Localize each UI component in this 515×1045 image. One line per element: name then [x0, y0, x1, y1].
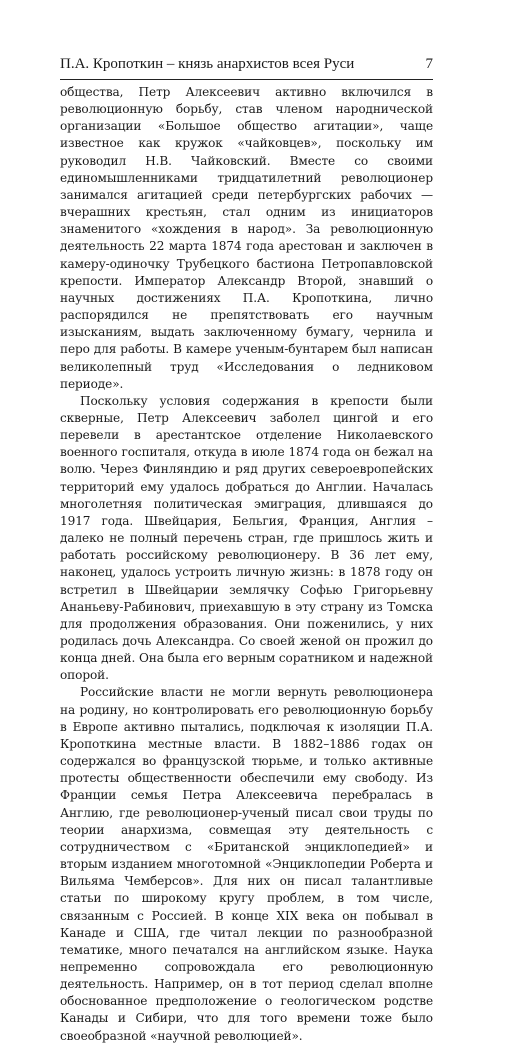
- page-body: [60, 84, 433, 1045]
- running-header: [60, 56, 433, 73]
- page-number: 7: [425, 56, 433, 72]
- paragraph-2: Поскольку условия содержания в крепости были скверные, Петр Алексеевич заболел цингой и его перевели в арестантское отделение Николаевского военного госпиталя, откуда в июле 1874 года он бежал на волю. Через Финляндию и ряд других североевропейских территорий ему удалось добраться до Англии. Началась многолетняя политическая эмиграция, длившаяся до 1917 года. Швейцария, Бельгия, Франция, Англия – далеко не полный перечень стран, где пришлось жить и работать российскому революционеру. В 36 лет ему, наконец, удалось устроить личную жизнь: в 1878 году он встретил в Швейцарии землячку Софью Григорьевну Ананьеву-Рабинович, приехавшую в эту страну из Томска для продолжения образования. Они поженились, у них родилась дочь Александра. Со своей женой он прожил до конца дней. Она была его верным соратником и надежной опорой.: [60, 393, 433, 683]
- paragraph-1: общества, Петр Алексеевич активно включился в революционную борьбу, став членом народнической организации «Большое общество агитации», чаще известное как кружок «чайковцев», поскольку им руководил Н.В. Чайковский. Вместе со своими единомышленниками тридцатилетний революционер занимался агитацией среди петербургских рабочих — вчерашних крестьян, стал одним из инициаторов знаменитого «хождения в народ». За революционную деятельность 22 марта 1874 года арестован и заключен в камеру-одиночку Трубецкого бастиона Петропавловской крепости. Император Александр Второй, знавший о научных достижениях П.А. Кропоткина, лично распорядился не препятствовать его научным изысканиям, выдать заключенному бумагу, чернила и перо для работы. В камере ученым-бунтарем был написан великолепный труд «Исследования о ледниковом периоде».: [60, 85, 433, 391]
- header-rule: [60, 79, 433, 80]
- running-title: П.А. Кропоткин – князь анархистов всея Руси: [60, 56, 355, 72]
- paragraph-3: Российские власти не могли вернуть революционера на родину, но контролировать его революционную борьбу в Европе активно пытались, подключая к изоляции П.А. Кропоткина местные власти. В 1882–1886 годах он содержался во французской тюрьме, и только активные протесты общественности обеспечили ему свободу. Из Франции семья Петра Алексеевича перебралась в Англию, где революционер-ученый писал свои труды по теории анархизма, совмещая эту деятельность с сотрудничеством с «Британской энциклопедией» и вторым изданием многотомной «Энциклопедии Роберта и Вильяма Чемберсов». Для них он писал талантливые статьи по широкому кругу проблем, в том числе, связанным с Россией. В конце XIX века он побывал в Канаде и США, где читал лекции по разнообразной тематике, много печатался на английском языке. Наука непременно сопровождала его революционную деятельность. Например, он в тот период сделал вполне обоснованное предположение о геологическом родстве Канады и Сибири, что для того времени тоже было своеобразной «научной революцией».: [60, 685, 433, 1043]
